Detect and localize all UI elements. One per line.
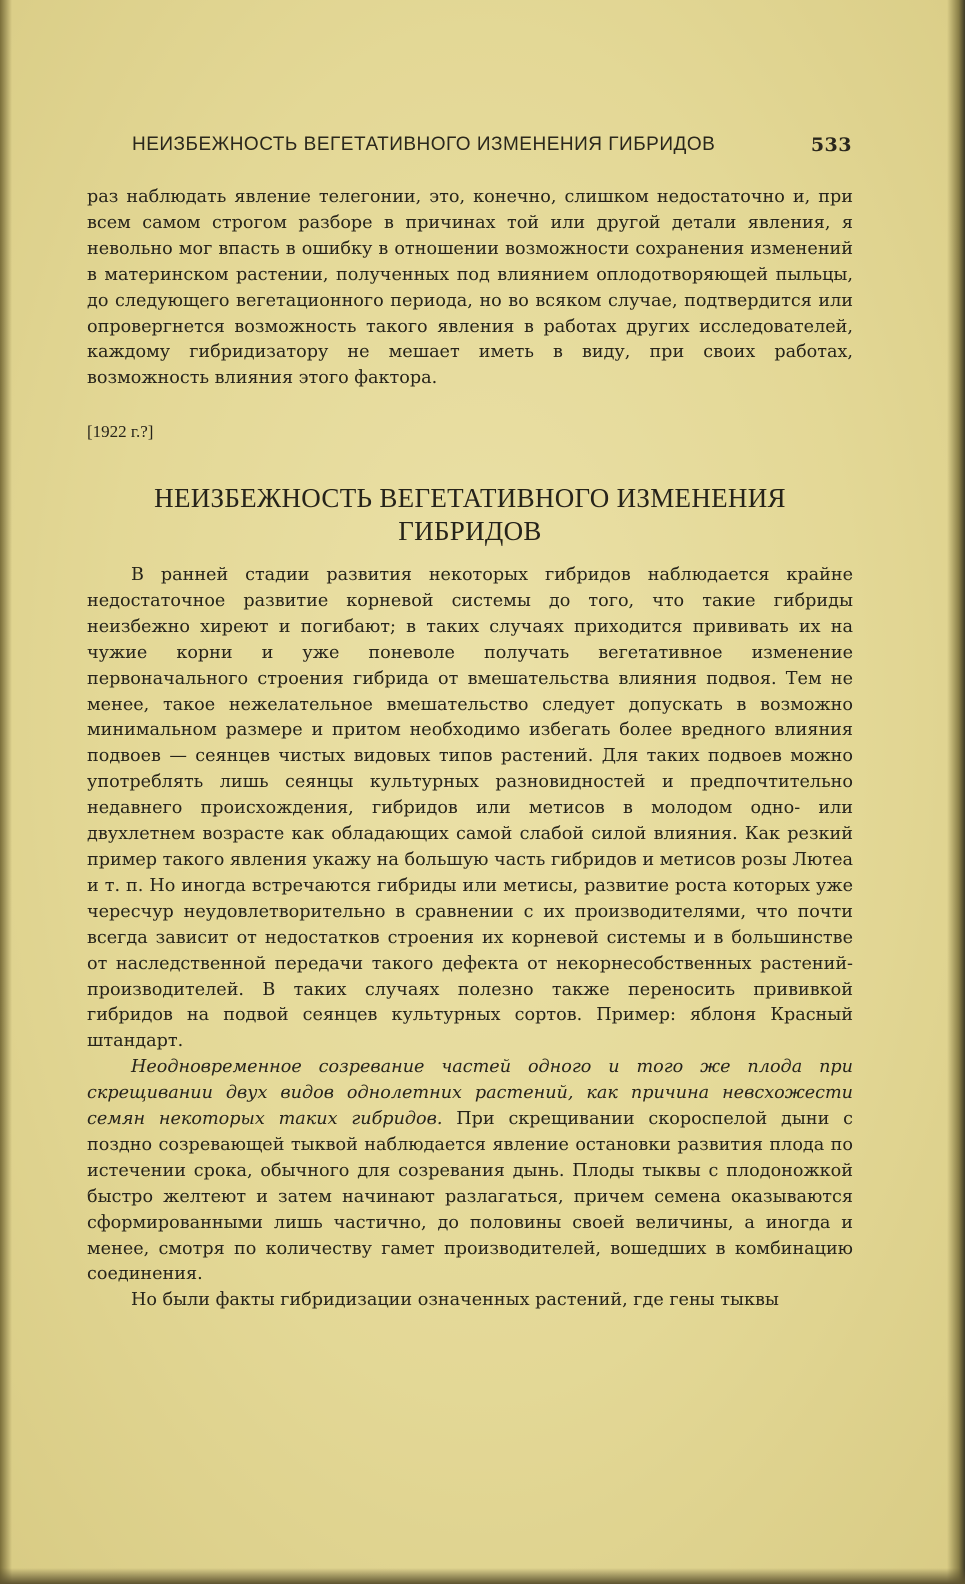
article-title-line-2: ГИБРИДОВ	[398, 516, 542, 546]
paragraph-2-italic-lead: Неодновременное созревание частей одного и того же плода при скрещивании двух видов однолетних растений, как причина невсхожести семян некоторых таких гибридов.	[87, 1057, 853, 1130]
page-left-edge	[0, 0, 12, 1584]
article-body	[87, 563, 853, 1314]
article-paragraph-2	[87, 1055, 853, 1288]
page-right-edge	[947, 0, 965, 1584]
page-bottom-edge	[0, 1568, 965, 1584]
article-title-line-1: НЕИЗБЕЖНОСТЬ ВЕГЕТАТИВНОГО ИЗМЕНЕНИЯ	[154, 483, 786, 513]
continued-text-block	[87, 185, 853, 392]
continued-paragraph: раз наблюдать явление телегонии, это, конечно, слишком недостаточно и, при всем самом строгом разборе в причинах той или другой детали явления, я невольно мог впасть в ошибку в отношении возможности сохранения изменений в материнском растении, полученных под влиянием оплодотворяющей пыльцы, до следующего вегетационного периода, но во всяком случае, подтвердится или опровергнется возможность такого явления в работах других исследователей, каждому гибридизатору не мешает иметь в виду, при своих работах, возможность влияния этого фактора.	[87, 187, 853, 389]
article-paragraph-1: В ранней стадии развития некоторых гибридов наблюдается крайне недостаточное развитие корневой системы до того, что такие гибриды неизбежно хиреют и погибают; в таких случаях приходится прививать их на чужие корни и уже поневоле получать вегетативное изменение первоначального строения гибрида от вмешательства влияния подвоя. Тем не менее, такое нежелательное вмешательство следует допускать в возможно минимальном размере и притом необходимо избегать более вредного влияния подвоев — сеянцев чистых видовых типов растений. Для таких подвоев можно употреблять лишь сеянцы культурных разновидностей и предпочтительно недавнего происхождения, гибридов или метисов в молодом одно- или двухлетнем возрасте как обладающих самой слабой силой влияния. Как резкий пример такого явления укажу на большую часть гибридов и метисов розы Лютеа и т. п. Но иногда встречаются гибриды или метисы, развитие роста которых уже чересчур неудовлетворительно в сравнении с их производителями, что почти всегда зависит от недостатков строения их корневой системы и в большинстве от наследственной передачи такого дефекта от некорнесобственных растений-производителей. В таких случаях полезно также переносить прививкой гибридов на подвой сеянцев культурных сортов. Пример: яблоня Красный штандарт.	[87, 565, 853, 1052]
running-head	[132, 134, 852, 158]
paragraph-2-text: При скрещивании скороспелой дыни с поздно созревающей тыквой наблюдается явление остановки развития плода по истечении срока, обычного для созревания дынь. Плоды тыквы с плодоножкой быстро желтеют и затем начинают разлагаться, причем семена оказываются сформированными лишь частично, до половины своей величины, а иногда и менее, смотря по количеству гамет производителей, вошедших в комбинацию соединения.	[87, 1109, 853, 1285]
article-paragraph-3: Но были факты гибридизации означенных растений, где гены тыквы	[131, 1290, 779, 1311]
date-note: [1922 г.?]	[87, 422, 154, 441]
article-title	[87, 482, 853, 548]
running-head-title: НЕИЗБЕЖНОСТЬ ВЕГЕТАТИВНОГО ИЗМЕНЕНИЯ ГИБРИДОВ	[132, 134, 716, 155]
page-number: 533	[810, 134, 852, 156]
